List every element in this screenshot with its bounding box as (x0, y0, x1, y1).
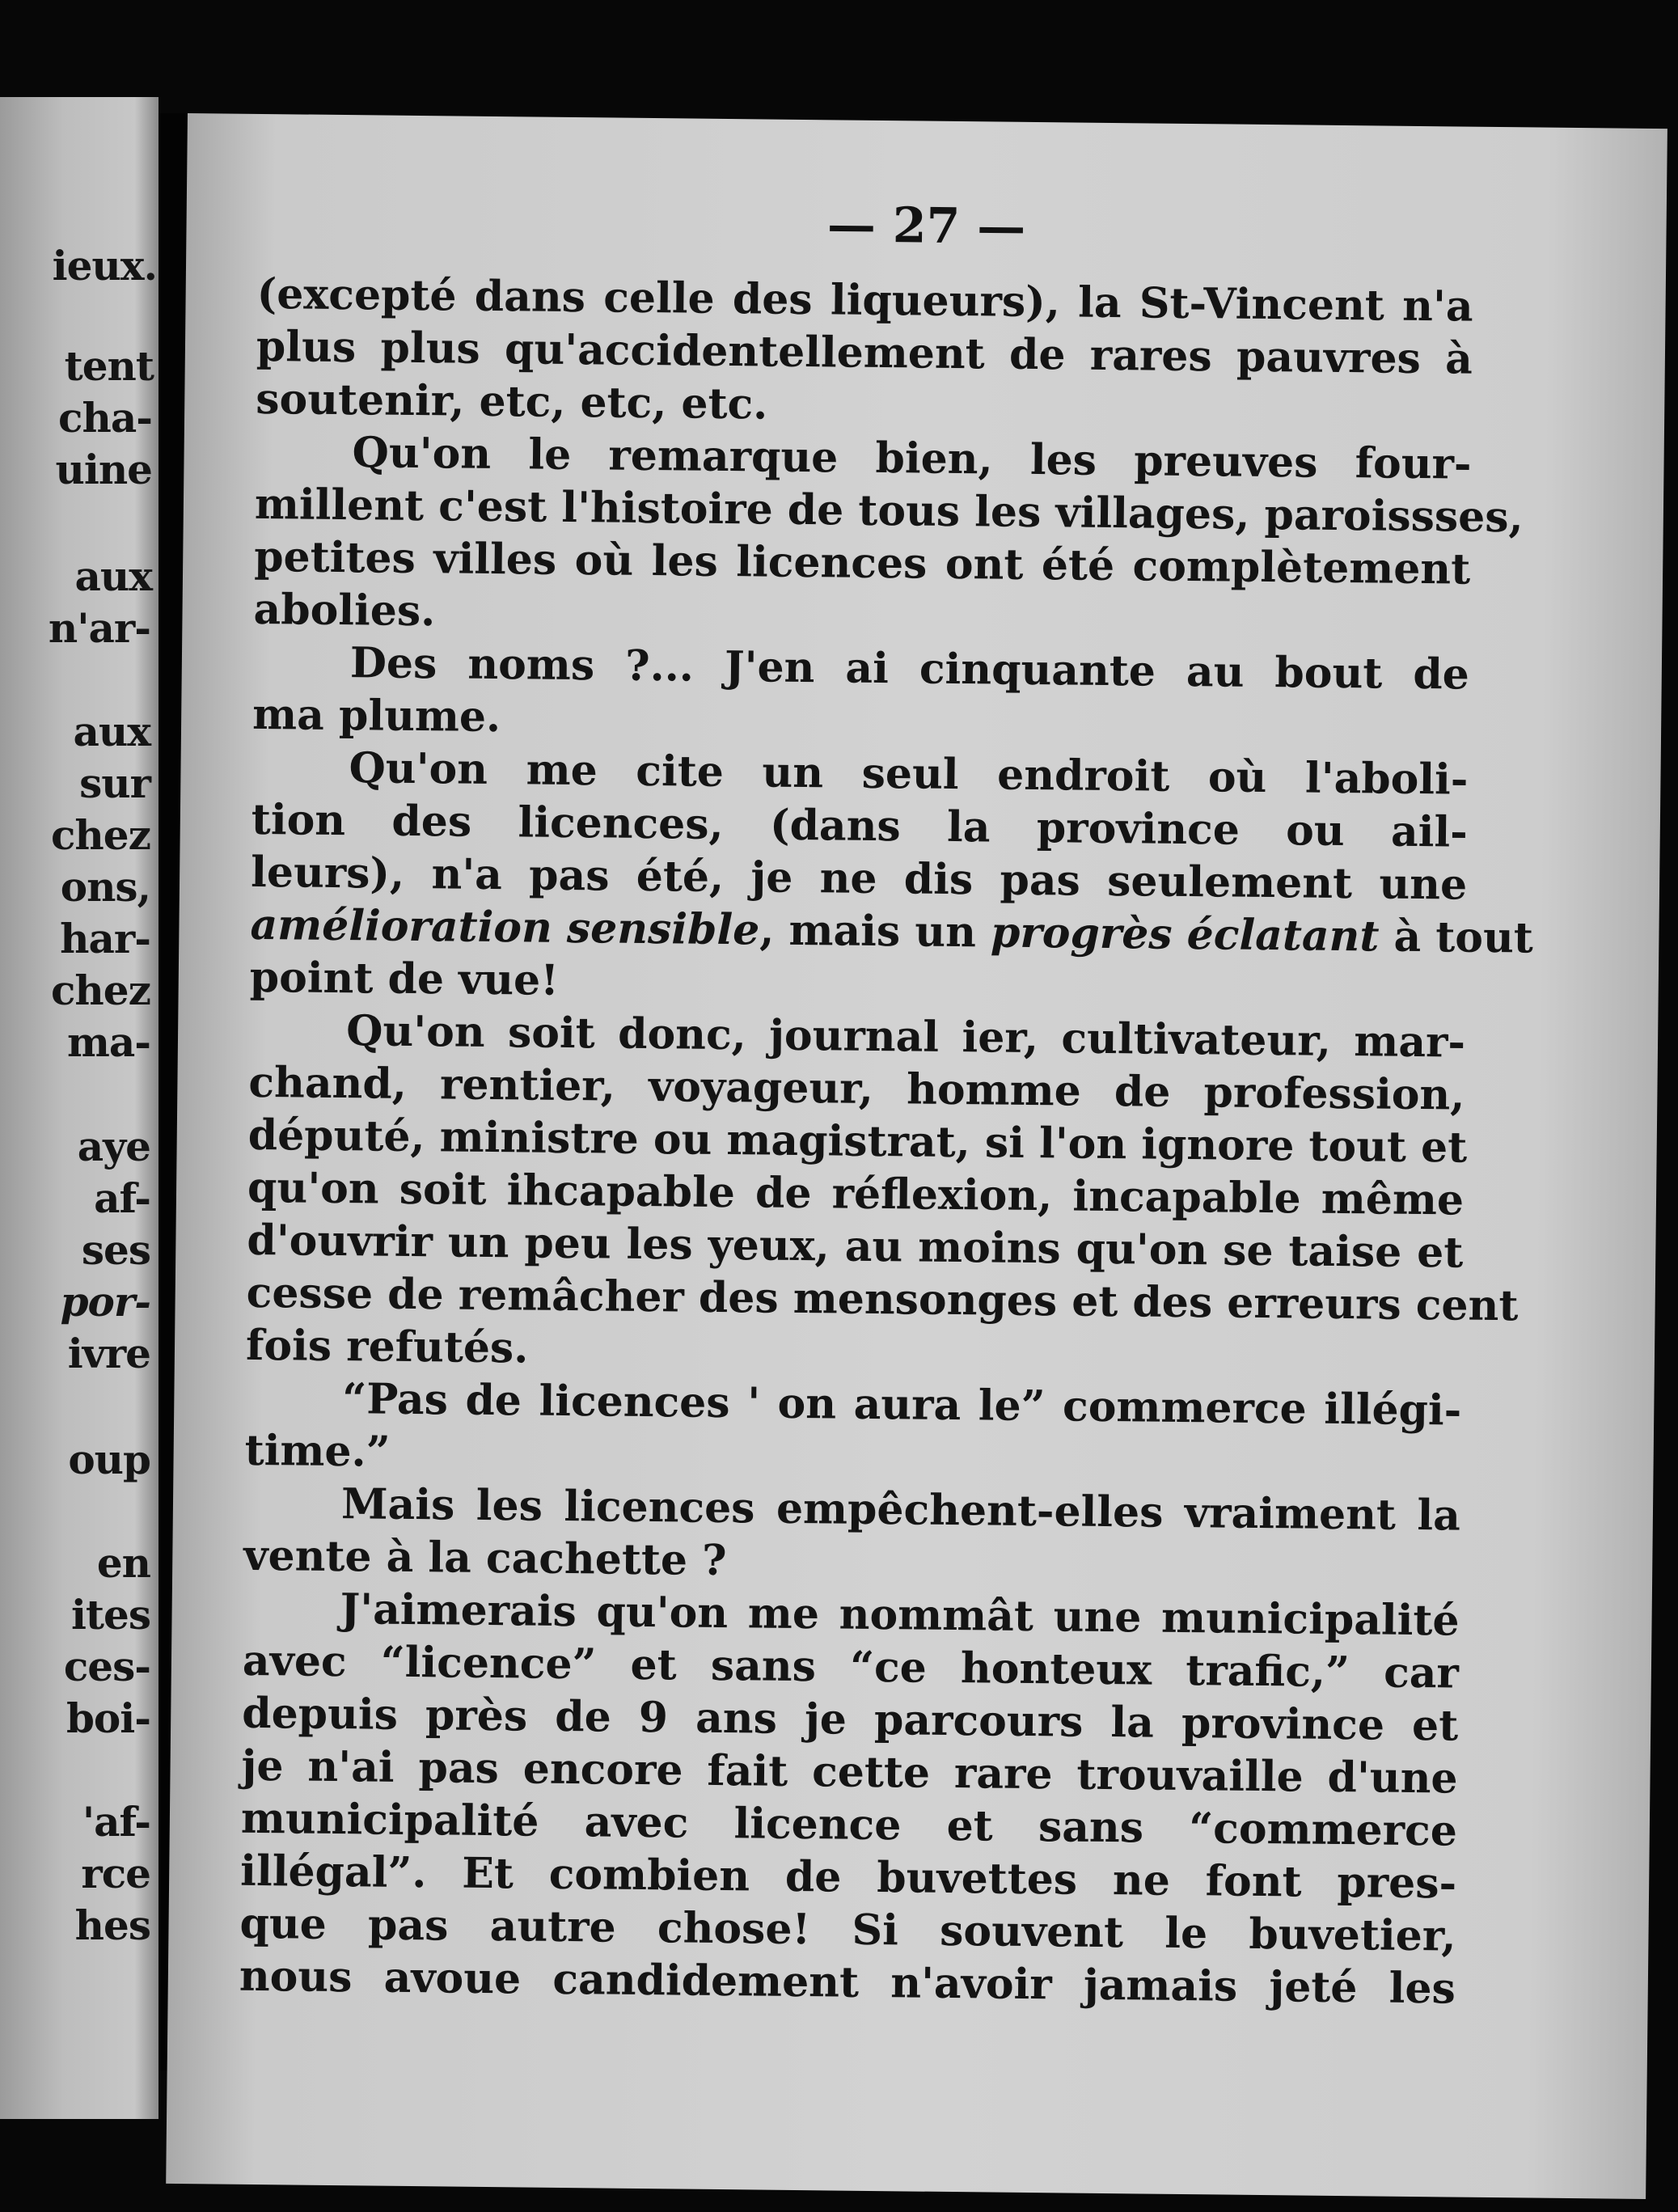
left-fragment: ites (70, 1591, 150, 1639)
text-line: chand, rentier, voyageur, homme de profession, (248, 1057, 1465, 1120)
left-fragment: tent (64, 342, 154, 390)
text-line: soutenir, etc, etc, etc. (255, 374, 768, 429)
text-line: time.” (244, 1425, 391, 1477)
left-fragment: 'af- (82, 1798, 150, 1846)
text-line: d'ouvrir un peu les yeux, au moins qu'on se taise et (247, 1215, 1464, 1278)
text-line: cesse de remâcher des mensonges et des erreurs cent (246, 1267, 1519, 1331)
text-line: Qu'on me cite un seul endroit où l'aboli- (349, 743, 1469, 805)
left-fragment: af- (94, 1174, 150, 1222)
book-page (166, 113, 1667, 2199)
left-fragment: hes (74, 1901, 150, 1949)
left-fragment: uine (55, 446, 152, 493)
text-line: J'aimerais qu'on me nommât une municipalité (340, 1584, 1460, 1646)
left-fragment: cha- (58, 394, 152, 442)
text-line: municipalité avec licence et sans “commerce (240, 1793, 1458, 1856)
left-fragment: ieux. (52, 242, 157, 290)
left-fragment: oup (68, 1436, 150, 1483)
text-line: petites villes où les licences ont été complètement (253, 531, 1471, 594)
text-line: je n'ai pas encore fait cette rare trouvaille d'une (241, 1740, 1458, 1804)
text-line: Qu'on le remarque bien, les preuves four- (352, 428, 1472, 489)
left-fragment: en (96, 1539, 150, 1587)
text-line: Mais les licences empêchent-elles vraiment la (340, 1479, 1461, 1541)
text-line: vente à la cachette ? (243, 1530, 727, 1586)
emphasis-text: progrès éclatant (990, 907, 1380, 962)
text-line: “Pas de licences ' on aura le” commerce illégi- (342, 1374, 1462, 1436)
left-fragment: n'ar- (48, 604, 150, 652)
left-page-edge (0, 97, 159, 2119)
left-fragment: ces- (63, 1643, 150, 1690)
left-fragment: har- (60, 915, 150, 962)
text-line: (excepté dans celle des liqueurs), la St-Vincent n'a (256, 269, 1473, 332)
text-line: ma plume. (251, 689, 501, 742)
text-line: abolies. (253, 584, 436, 637)
left-fragment: boi- (66, 1694, 150, 1742)
left-fragment: ons, (60, 863, 150, 911)
text-line: depuis près de 9 ans je parcours la province et (241, 1688, 1459, 1751)
text-line: fois refutés. (245, 1320, 529, 1373)
emphasis-text: amélioration sensible (250, 899, 760, 955)
left-fragment: rce (81, 1850, 150, 1897)
text-line: tion des licences, (dans la province ou ail- (251, 794, 1469, 857)
text-line: leurs), n'a pas été, je ne dis pas seulement une (250, 847, 1468, 910)
text-line: Qu'on soit donc, journal ier, cultivateur, mar- (345, 1006, 1466, 1068)
left-fragment: sur (79, 759, 150, 807)
left-fragment: aye (77, 1123, 150, 1170)
text-line: Des noms ?... J'en ai cinquante au bout de (349, 638, 1470, 700)
text-line: plus plus qu'accidentellement de rares pauvres à (256, 321, 1473, 384)
text-line: nous avoue candidement n'avoir jamais jeté les (239, 1951, 1456, 2014)
text-line: qu'on soit ihcapable de réflexion, incapable même (247, 1162, 1465, 1225)
left-fragment: ses (81, 1226, 150, 1274)
left-fragment: aux (73, 708, 150, 755)
left-fragment: por- (60, 1278, 150, 1326)
text-line: député, ministre ou magistrat, si l'on ignore tout et (247, 1110, 1468, 1173)
text-line: illégal”. Et combien de buvettes ne font pres- (239, 1846, 1457, 1909)
left-fragment: aux (74, 552, 152, 600)
left-fragment: ivre (67, 1330, 150, 1377)
page-number: — 27 — (826, 197, 1026, 256)
text-line: millent c'est l'histoire de tous les villages, paroissses, (254, 479, 1524, 543)
text-line: amélioration sensible, mais un progrès éclatant à tout (250, 899, 1534, 963)
left-fragment: chez (50, 811, 150, 859)
text-line: avec “licence” et sans “ce honteux trafic,” car (242, 1635, 1460, 1698)
text-line: que pas autre chose! Si souvent le buvetier, (239, 1898, 1456, 1961)
page-text (239, 268, 1534, 2015)
left-fragment: ma- (66, 1018, 150, 1066)
text-line: point de vue! (249, 952, 560, 1005)
left-fragment: chez (50, 966, 150, 1014)
